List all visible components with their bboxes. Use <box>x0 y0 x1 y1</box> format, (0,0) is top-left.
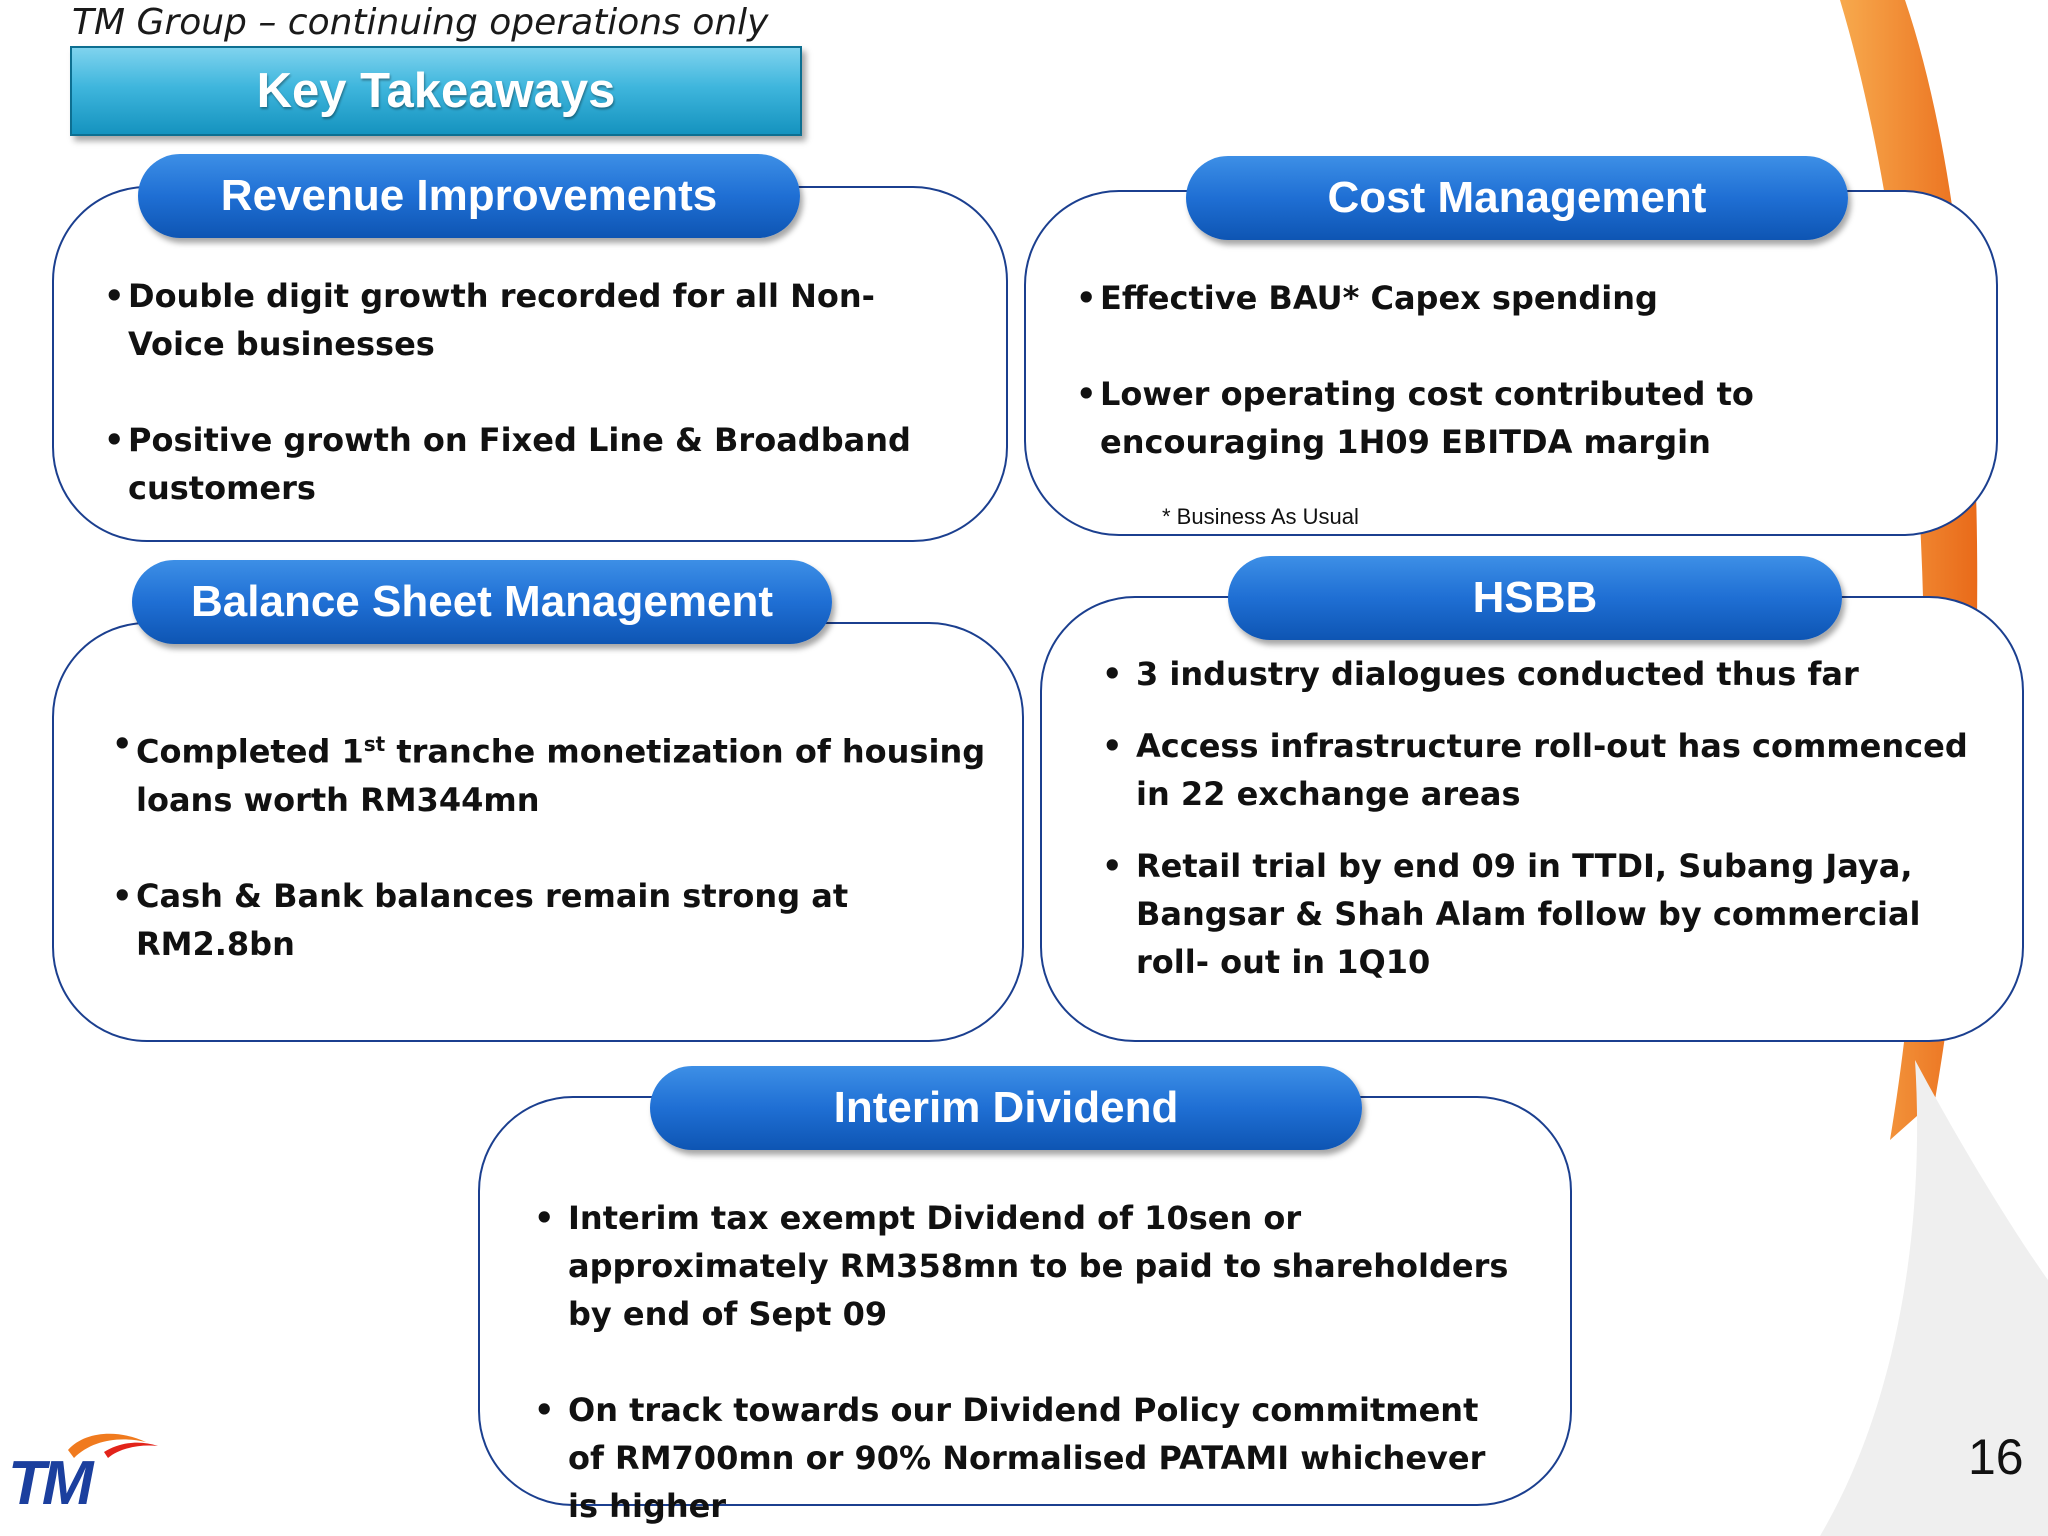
slide-title: Key Takeaways <box>70 46 802 136</box>
list-item: • Cash & Bank balances remain strong at RM2.8bn <box>112 872 992 968</box>
cost-bullets <box>1076 274 1956 466</box>
dividend-bullets <box>534 1194 1514 1530</box>
hsbb-heading: HSBB <box>1228 556 1842 640</box>
logo-text: TM <box>8 1449 90 1518</box>
list-item: • Retail trial by end 09 in TTDI, Subang Jaya, Bangsar & Shah Alam follow by commercial roll- out in 1Q10 <box>1102 842 1982 986</box>
cost-heading: Cost Management <box>1186 156 1848 240</box>
slide-subtitle: TM Group – continuing operations only <box>72 2 769 43</box>
list-item: • 3 industry dialogues conducted thus far <box>1102 650 1982 698</box>
list-item: • Interim tax exempt Dividend of 10sen or approximately RM358mn to be paid to shareholders by end of Sept 09 <box>534 1194 1514 1338</box>
superscript: st <box>363 732 386 756</box>
list-item: • Positive growth on Fixed Line & Broadband customers <box>104 416 924 512</box>
dividend-heading: Interim Dividend <box>650 1066 1362 1150</box>
hsbb-bullets <box>1102 650 1982 1010</box>
list-item <box>112 720 992 824</box>
revenue-heading: Revenue Improvements <box>138 154 800 238</box>
balance-bullets <box>112 720 992 968</box>
page-number: 16 <box>1968 1429 2024 1485</box>
balance-heading: Balance Sheet Management <box>132 560 832 644</box>
list-item: • Lower operating cost contributed to encouraging 1H09 EBITDA margin <box>1076 370 1956 466</box>
revenue-bullets <box>104 272 924 512</box>
footnote: * Business As Usual <box>1162 504 1359 529</box>
list-item: • Effective BAU* Capex spending <box>1076 274 1956 322</box>
list-item: • Double digit growth recorded for all Non-Voice businesses <box>104 272 924 368</box>
list-item: • On track towards our Dividend Policy commitment of RM700mn or 90% Normalised PATAMI whichever is higher <box>534 1386 1514 1530</box>
list-item: • Access infrastructure roll-out has commenced in 22 exchange areas <box>1102 722 1982 818</box>
bullet-text: tranche monetization of housing loans worth RM344mn <box>136 732 986 819</box>
bullet-text: Completed 1 <box>136 732 364 771</box>
